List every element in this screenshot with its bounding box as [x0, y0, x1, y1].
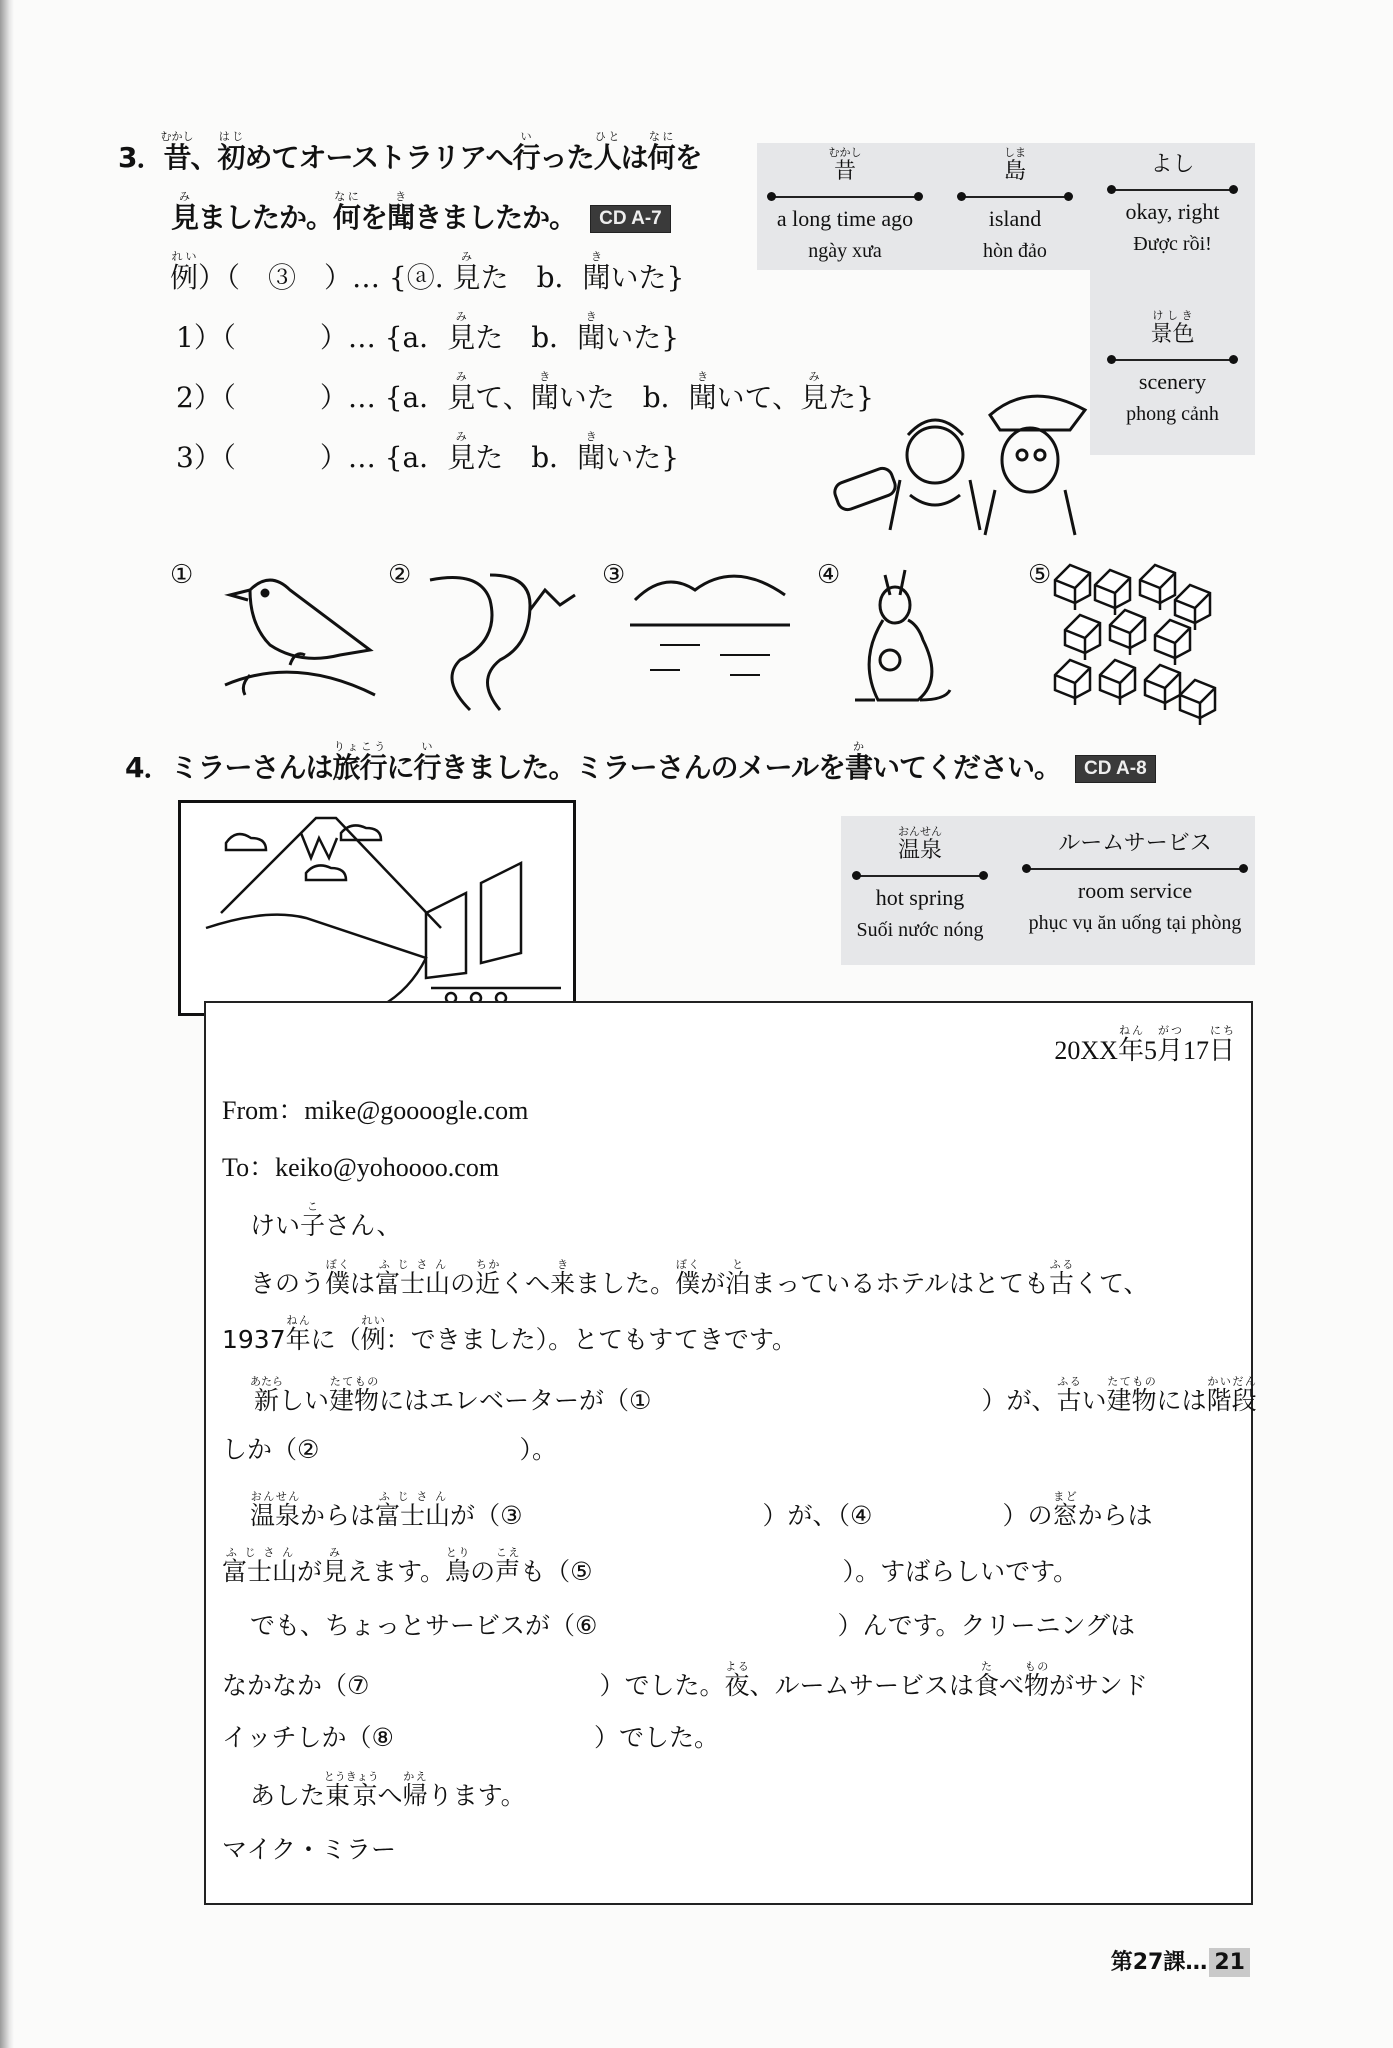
- vocab-vietnamese: phục vụ ăn uống tại phòng: [1028, 912, 1242, 934]
- text-segment: た}: [828, 381, 874, 414]
- text-segment: て、: [475, 381, 531, 414]
- ruby-word: 行い: [413, 740, 441, 784]
- ruby-word: 子こ: [300, 1200, 326, 1240]
- ruby-word: 見み: [447, 430, 476, 474]
- text-segment: しい: [279, 1386, 330, 1415]
- kangaroo-picture: [845, 565, 955, 715]
- bird-picture: [220, 565, 380, 715]
- q3-example-row: [170, 250, 684, 296]
- q3-title-line2-text: [171, 190, 577, 234]
- email-from: From：mike@goooogle.com: [222, 1096, 529, 1125]
- text-segment: 、ルームサービスは: [749, 1671, 974, 1700]
- furigana: れい: [360, 1314, 386, 1327]
- vocab-word: ルームサービス: [1058, 830, 1212, 855]
- vocab-english: room service: [1077, 878, 1193, 903]
- furigana: ぼく: [675, 1258, 701, 1271]
- q3-title-line1: [118, 130, 702, 176]
- text-segment: を: [674, 141, 702, 174]
- text-segment: 1937: [222, 1325, 286, 1354]
- email-line: [222, 1430, 557, 1466]
- furigana: かえ: [402, 1770, 428, 1783]
- ruby-word: 階段かいだん: [1206, 1375, 1257, 1415]
- ruby-word: 昔むかし: [160, 130, 194, 174]
- furigana: き: [387, 190, 415, 203]
- ruby-word: 来き: [550, 1258, 576, 1298]
- text-segment: が: [450, 1501, 476, 1530]
- text-segment: 20XX: [1054, 1036, 1118, 1065]
- vocab-item: [1105, 147, 1240, 261]
- text-segment: 、: [190, 141, 218, 174]
- q4-title: [125, 740, 1156, 786]
- vocab-word: よし: [1150, 151, 1195, 176]
- page-footer: [1111, 1945, 1250, 1977]
- ruby-word: 何なに: [647, 130, 675, 174]
- furigana: ねん: [1117, 1025, 1144, 1037]
- furigana: れい: [170, 250, 199, 263]
- vocab-reading: おんせん: [897, 826, 942, 838]
- furigana: がつ: [1156, 1025, 1183, 1037]
- furigana: とり: [445, 1546, 471, 1559]
- text-segment: でした。: [618, 1723, 719, 1752]
- ruby-word: 富士山ふじさん: [375, 1258, 451, 1298]
- ruby-word: 見み: [322, 1546, 348, 1586]
- furigana: き: [582, 250, 611, 263]
- text-segment: なかなか: [222, 1671, 323, 1700]
- ruby-word: 旅行りょこう: [332, 740, 387, 784]
- furigana: み: [322, 1546, 348, 1559]
- text-segment: でした。: [624, 1671, 725, 1700]
- explorers-illustration: [830, 385, 1080, 535]
- text-segment: ）（ ③ ）… {ⓐ.: [198, 261, 453, 294]
- vocab-divider: [1111, 359, 1234, 361]
- furigana: み: [447, 370, 476, 383]
- furigana: き: [577, 310, 606, 323]
- text-segment: いた b．: [558, 381, 689, 414]
- text-segment: えます。: [347, 1557, 446, 1586]
- furigana: み: [800, 370, 829, 383]
- email-line: [222, 1660, 1148, 1702]
- vocab-english: a long time ago: [776, 206, 914, 231]
- email-line: [222, 1546, 1078, 1588]
- text-segment: 。: [531, 1435, 557, 1464]
- answer-blank[interactable]: （① ）: [604, 1386, 1007, 1415]
- ruby-word: 人ひと: [593, 130, 621, 174]
- email-to: To：keiko@yohoooo.com: [222, 1153, 500, 1182]
- ruby-word: 富士山ふじさん: [222, 1546, 298, 1586]
- ruby-word: 何なに: [333, 190, 361, 234]
- furigana: なに: [647, 130, 675, 143]
- text-segment: イッチしか: [222, 1723, 347, 1752]
- text-segment: 3．: [118, 141, 164, 174]
- text-segment: は: [350, 1269, 376, 1298]
- ruby-word: 見み: [800, 370, 829, 414]
- text-segment: にはエレベーターが: [379, 1386, 605, 1415]
- ruby-word: 新あたら: [250, 1375, 283, 1415]
- text-segment: が、: [787, 1501, 838, 1530]
- vocab-word: 昔: [828, 158, 862, 183]
- vocab-word: 景色: [1150, 321, 1195, 346]
- furigana: よる: [724, 1660, 750, 1673]
- vocab-vietnamese: hòn đảo: [983, 240, 1047, 262]
- ruby-word: 見み: [447, 370, 476, 414]
- text-segment: た b．: [475, 441, 578, 474]
- ruby-word: 年ねん: [1117, 1025, 1144, 1065]
- scan-edge-shadow: [0, 0, 14, 2048]
- vocab-reading: けしき: [1150, 310, 1195, 322]
- furigana: い: [512, 130, 540, 143]
- furigana: と: [725, 1258, 751, 1271]
- text-segment: 4．ミラーさんは: [125, 751, 333, 784]
- vocab-divider: [1026, 868, 1244, 870]
- picture-label: ③: [602, 560, 626, 590]
- furigana: おんせん: [250, 1490, 301, 1503]
- lake-mountains-picture: [630, 560, 790, 690]
- vocab-divider: [771, 196, 919, 198]
- email-line: [250, 1375, 1257, 1417]
- text-segment: の: [1027, 1501, 1053, 1530]
- answer-blank[interactable]: （③ ）: [475, 1501, 788, 1530]
- text-segment: まっているホテルはとても: [750, 1269, 1049, 1298]
- ruby-word: 泊と: [725, 1258, 751, 1298]
- text-segment: には: [1156, 1386, 1207, 1415]
- email-line: [250, 1606, 1135, 1642]
- picture-label: ②: [388, 560, 412, 590]
- furigana: み: [171, 190, 198, 203]
- answer-blank[interactable]: （⑥ ）: [550, 1611, 863, 1640]
- text-segment: 17: [1182, 1036, 1209, 1065]
- q3-row-1: [176, 310, 679, 356]
- furigana: み: [447, 310, 476, 323]
- text-segment: いた}: [610, 261, 685, 294]
- furigana: ひと: [593, 130, 621, 143]
- ruby-word: 聞き: [582, 250, 611, 294]
- text-segment: が: [297, 1557, 323, 1586]
- text-segment: いて、: [716, 381, 801, 414]
- vocab-item: [1020, 826, 1250, 940]
- picture-label: ⑤: [1028, 560, 1052, 590]
- furigana: ねん: [285, 1314, 311, 1327]
- furigana: あたら: [250, 1375, 283, 1388]
- email-greeting: [250, 1200, 402, 1242]
- ruby-word: 建物たてもの: [329, 1375, 380, 1415]
- furigana: たてもの: [329, 1375, 380, 1388]
- furigana: ふる: [1048, 1258, 1074, 1271]
- vocab-english: okay, right: [1125, 199, 1220, 224]
- ruby-word: 帰かえ: [402, 1770, 428, 1810]
- ruby-word: 書か: [844, 740, 872, 784]
- furigana: ふじさん: [222, 1546, 298, 1559]
- furigana: み: [447, 430, 476, 443]
- text-segment: ります。: [427, 1781, 526, 1810]
- text-segment: さん、: [325, 1211, 402, 1240]
- ruby-word: 近ちか: [475, 1258, 501, 1298]
- ruby-word: 声こえ: [495, 1546, 521, 1586]
- ruby-word: 僕ぼく: [325, 1258, 351, 1298]
- vocab-reading: しま: [1003, 147, 1026, 159]
- ruby-word: 聞き: [530, 370, 559, 414]
- ruby-word: 古ふる: [1056, 1375, 1082, 1415]
- ruby-word: 建物たてもの: [1106, 1375, 1157, 1415]
- furigana: むかし: [160, 130, 194, 143]
- text-segment: きのう: [250, 1269, 326, 1298]
- email-signature: [222, 1830, 396, 1866]
- cd-track-badge: CD A-7: [590, 205, 671, 233]
- furigana: き: [577, 430, 606, 443]
- email-line: [222, 1314, 797, 1356]
- text-segment: けい: [250, 1211, 301, 1240]
- furigana: ふる: [1056, 1375, 1082, 1388]
- vocab-vietnamese: Suối nước nóng: [856, 919, 984, 941]
- lesson-label: 第27課…: [1110, 1950, 1208, 1975]
- ruby-word: 初はじ: [217, 130, 245, 174]
- email-date: [1054, 1025, 1235, 1067]
- ruby-word: 聞き: [688, 370, 717, 414]
- ruby-word: 鳥とり: [445, 1546, 471, 1586]
- text-segment: 5: [1143, 1036, 1157, 1065]
- ruby-word: 聞き: [387, 190, 415, 234]
- furigana: ちか: [475, 1258, 501, 1271]
- text-segment: を: [360, 201, 388, 234]
- text-segment: ました。: [575, 1269, 676, 1298]
- text-segment: は: [620, 141, 648, 174]
- picture-label: ④: [817, 560, 841, 590]
- text-segment: ましたか。: [198, 201, 334, 234]
- river-picture: [420, 570, 580, 715]
- text-segment: きましたか。: [414, 201, 577, 234]
- ruby-word: 見み: [171, 190, 199, 234]
- text-segment: た b．: [475, 321, 578, 354]
- ruby-word: 僕ぼく: [675, 1258, 701, 1298]
- furigana: りょこう: [332, 740, 387, 753]
- text-segment: あした: [250, 1781, 326, 1810]
- furigana: なに: [333, 190, 361, 203]
- text-segment: が、: [1006, 1386, 1057, 1415]
- text-segment: からは: [300, 1501, 376, 1530]
- text-segment: んです。クリーニングは: [862, 1611, 1135, 1640]
- ruby-word: 物もの: [1024, 1660, 1050, 1700]
- mt-fuji-hotel-picture: [178, 800, 576, 1016]
- answer-blank[interactable]: （⑧ ）: [346, 1723, 619, 1752]
- ruby-word: 行い: [512, 130, 540, 174]
- text-segment: くて、: [1073, 1269, 1149, 1298]
- furigana: にち: [1208, 1025, 1235, 1037]
- ruby-word: 見み: [447, 310, 476, 354]
- vocab-item: [765, 147, 925, 268]
- text-segment: きました。ミラーさんのメールを: [440, 751, 845, 784]
- email-line: [222, 1718, 719, 1754]
- vocab-vietnamese: phong cảnh: [1126, 403, 1219, 425]
- ruby-word: 窓まど: [1052, 1490, 1078, 1530]
- text-segment: 。すばらしいです。: [855, 1557, 1079, 1586]
- furigana: き: [550, 1258, 576, 1271]
- text-segment: いた}: [605, 441, 680, 474]
- furigana: こえ: [495, 1546, 521, 1559]
- text-segment: が: [700, 1269, 726, 1298]
- ruby-word: 日にち: [1208, 1025, 1235, 1065]
- answer-blank[interactable]: （② ）: [272, 1435, 532, 1464]
- answer-blank[interactable]: （⑦ ）: [322, 1671, 625, 1700]
- mt-fuji-icon: [181, 803, 573, 1013]
- text-segment: へ: [377, 1781, 403, 1810]
- text-segment: 1）（ ）… {a．: [176, 321, 448, 354]
- furigana: き: [530, 370, 559, 383]
- vocab-english: scenery: [1138, 369, 1207, 394]
- houses-picture: [1055, 560, 1220, 725]
- text-segment: マイク・ミラー: [222, 1835, 397, 1864]
- vocab-item: [850, 826, 990, 947]
- furigana: たてもの: [1106, 1375, 1157, 1388]
- furigana: み: [452, 250, 481, 263]
- picture-label: ①: [170, 560, 194, 590]
- ruby-word: 温泉おんせん: [250, 1490, 301, 1530]
- ruby-word: 東京とうきょう: [323, 1770, 379, 1810]
- q3-row-3: [176, 430, 679, 476]
- text-segment: った: [539, 141, 594, 174]
- text-segment: でも、ちょっとサービスが: [250, 1611, 551, 1640]
- q3-title-line2: [171, 190, 671, 236]
- vocab-word: 温泉: [897, 837, 942, 862]
- furigana: か: [844, 740, 872, 753]
- text-segment: いた}: [605, 321, 680, 354]
- text-segment: からは: [1077, 1501, 1153, 1530]
- email-line: [250, 1258, 1148, 1300]
- vocab-english: island: [988, 206, 1042, 231]
- q4-title-text: [125, 740, 1062, 784]
- ruby-word: 聞き: [577, 430, 606, 474]
- furigana: まど: [1052, 1490, 1078, 1503]
- text-segment: くへ: [500, 1269, 551, 1298]
- text-segment: も: [520, 1557, 546, 1586]
- email-line: [250, 1770, 526, 1812]
- text-segment: がサンド: [1049, 1671, 1148, 1700]
- vocab-item: [955, 147, 1075, 268]
- vocab-divider: [961, 196, 1069, 198]
- vocab-vietnamese: ngày xưa: [808, 240, 882, 262]
- vocab-vietnamese: Được rồi!: [1133, 233, 1212, 255]
- answer-blank[interactable]: （⑤ ）: [545, 1557, 856, 1586]
- cd-track-badge: CD A-8: [1075, 755, 1156, 783]
- answer-blank[interactable]: （④ ）: [837, 1501, 1028, 1530]
- ruby-word: 古ふる: [1048, 1258, 1074, 1298]
- ruby-word: 見み: [452, 250, 481, 294]
- furigana: ふじさん: [375, 1490, 451, 1503]
- q3-row-2: [176, 370, 874, 416]
- text-segment: いてください。: [872, 751, 1062, 784]
- furigana: はじ: [217, 130, 245, 143]
- text-segment: ：できました）。とてもすてきです。: [385, 1325, 797, 1354]
- vocab-item: [1105, 310, 1240, 431]
- text-segment: に: [386, 751, 414, 784]
- furigana: もの: [1024, 1660, 1050, 1673]
- vocab-divider: [856, 875, 984, 877]
- vocab-divider: [1111, 189, 1234, 191]
- email-line: [250, 1490, 1153, 1532]
- ruby-word: 例れい: [360, 1314, 386, 1354]
- furigana: た: [974, 1660, 999, 1673]
- ruby-word: 年ねん: [285, 1314, 311, 1354]
- vocab-word: 島: [1003, 158, 1026, 183]
- page-number: 21: [1209, 1948, 1250, 1977]
- furigana: き: [688, 370, 717, 383]
- vocab-english: hot spring: [875, 885, 965, 910]
- text-segment: 2）（ ）… {a．: [176, 381, 448, 414]
- furigana: とうきょう: [323, 1770, 379, 1783]
- furigana: い: [413, 740, 441, 753]
- ruby-word: 月がつ: [1156, 1025, 1183, 1065]
- vocab-reading: むかし: [828, 147, 862, 159]
- text-segment: べ: [999, 1671, 1025, 1700]
- ruby-word: 聞き: [577, 310, 606, 354]
- ruby-word: 食た: [974, 1660, 1000, 1700]
- text-segment: の: [450, 1269, 476, 1298]
- text-segment: い: [1081, 1386, 1107, 1415]
- text-segment: めてオーストラリアへ: [244, 141, 513, 174]
- furigana: かいだん: [1206, 1375, 1257, 1388]
- text-segment: た b．: [480, 261, 583, 294]
- furigana: ぼく: [325, 1258, 351, 1271]
- furigana: こ: [300, 1200, 326, 1213]
- furigana: ふじさん: [375, 1258, 451, 1271]
- text-segment: の: [470, 1557, 496, 1586]
- text-segment: に（: [310, 1325, 361, 1354]
- text-segment: 3）（ ）… {a．: [176, 441, 448, 474]
- ruby-word: 夜よる: [724, 1660, 750, 1700]
- ruby-word: 例れい: [170, 250, 199, 294]
- text-segment: しか: [222, 1435, 273, 1464]
- ruby-word: 富士山ふじさん: [375, 1490, 451, 1530]
